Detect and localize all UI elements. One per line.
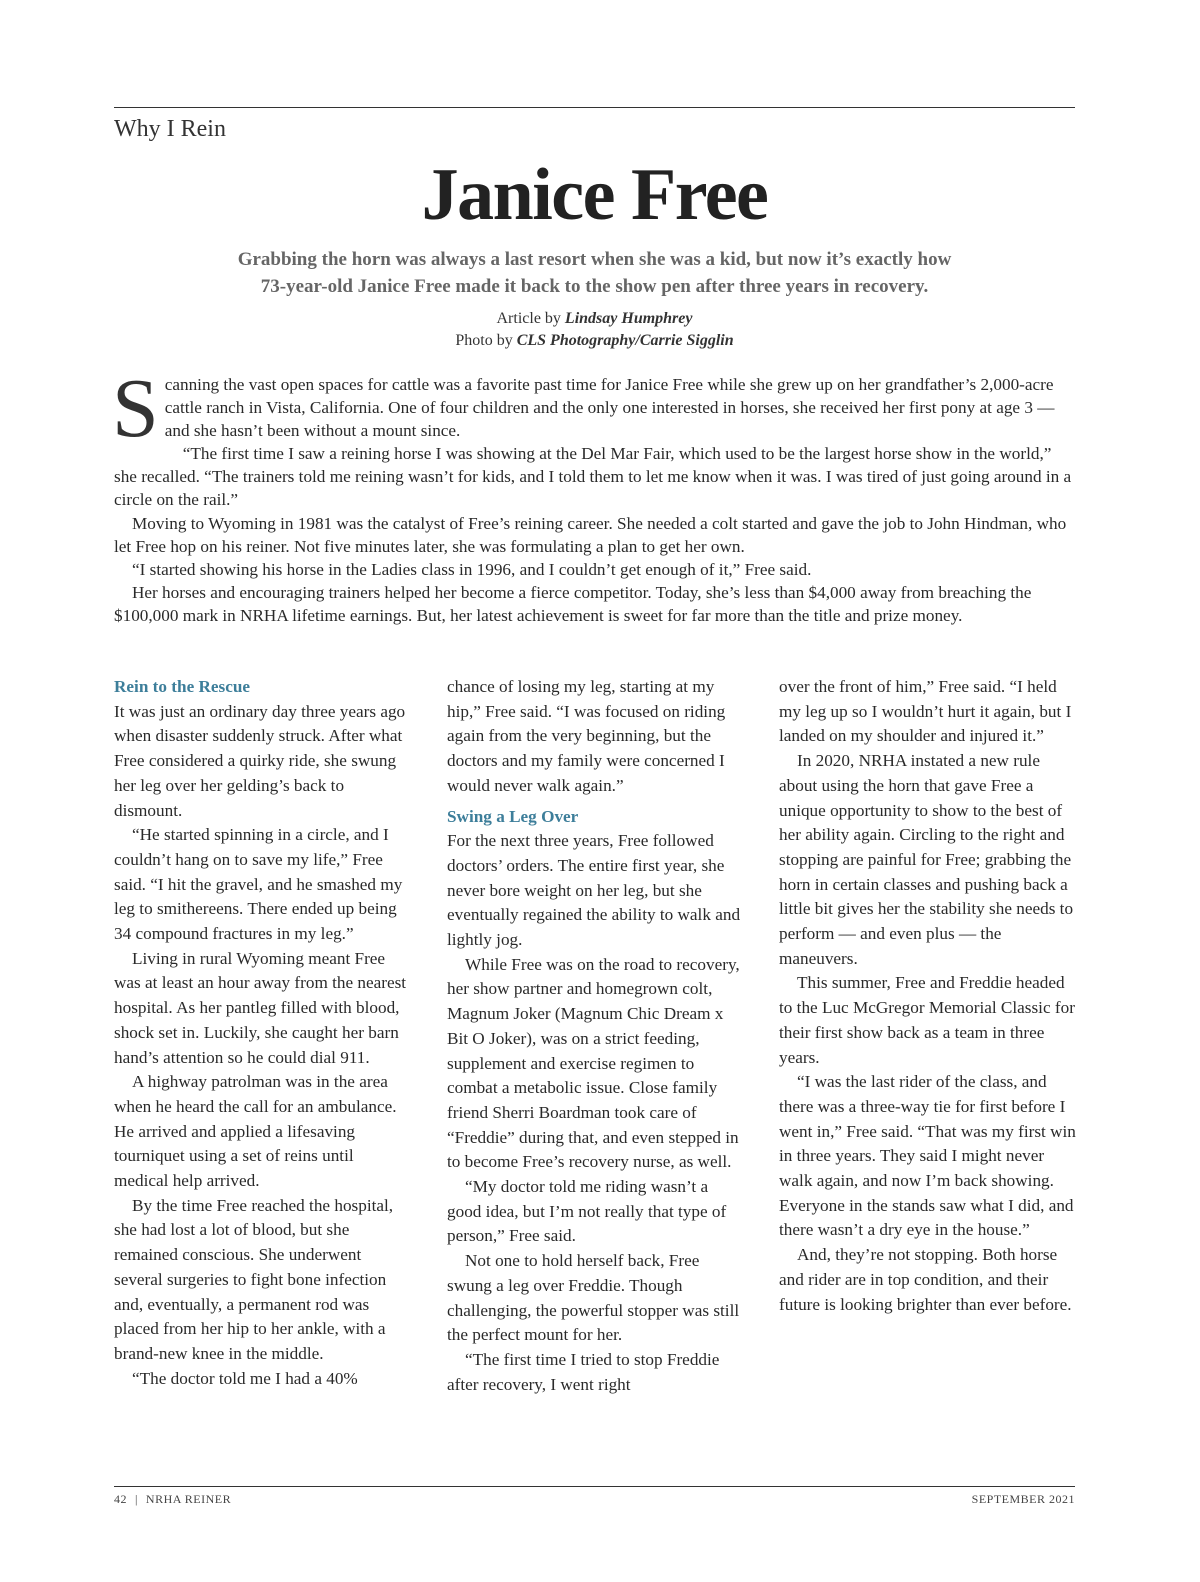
intro-text [112,362,1075,627]
publication-name: NRHA REINER [145,1492,232,1506]
article-dek [174,246,1015,300]
body-paragraph: This summer, Free and Freddie headed to the Luc McGregor Memorial Classic for their first show back as a team in three years. [779,973,1075,1067]
author-credit [114,308,1075,330]
photo-credit-prefix: Photo by [455,332,517,349]
body-paragraph: It was just an ordinary day three years ago when disaster suddenly struck. After what Free considered a quirky ride, she swung her leg over her gelding’s back to dismount. [114,701,406,820]
body-paragraph: over the front of him,” Free said. “I held my leg up so I wouldn’t hurt it again, but I landed on my shoulder and injured it.” [779,677,1072,746]
intro-paragraph-1 [112,362,1075,455]
subhead-rein-to-the-rescue: Rein to the Rescue [114,677,251,696]
body-paragraph: While Free was on the road to recovery, her show partner and homegrown colt, Magnum Joker (Magnum Chic Dream x Bit O Joker), was on a strict feeding, supplement and exercise regimen to combat a metabolic issue. Close family friend Sherri Boardman took care of “Freddie” during that, and even stepped in to become Free’s recovery nurse, as well. [447,954,740,1172]
body-paragraph: “He started spinning in a circle, and I couldn’t hang on to save my life,” Free said. “I hit the gravel, and he smashed my leg to smithereens. There ended up being 34 compound fractures in my leg.” [114,825,403,944]
body-paragraph: chance of losing my leg, starting at my hip,” Free said. “I was focused on riding again from the very beginning, but the doctors and my family were concerned I would never walk again.” [447,677,726,795]
body-paragraph: For the next three years, Free followed doctors’ orders. The entire first year, she never bore weight on her leg, but she eventually regained the ability to walk and lightly jog. [447,831,741,950]
section-label: Why I Rein [114,116,226,142]
magazine-page [114,0,1075,1582]
footer-left [114,1492,231,1507]
body-column-1 [114,675,412,1391]
body-paragraph: “The doctor told me I had a 40% [132,1368,358,1388]
body-paragraph: “My doctor told me riding wasn’t a good idea, but I’m not really that type of person,” Free said. [447,1177,727,1246]
subhead-swing-a-leg-over: Swing a Leg Over [447,806,579,826]
body-paragraph: By the time Free reached the hospital, she had lost a lot of blood, but she remained conscious. She underwent several surgeries to fight bone infection and, eventually, a permanent rod was placed from her hip to her ankle, with a brand-new knee in the middle. [114,1195,394,1363]
body-paragraph: Living in rural Wyoming meant Free was at least an hour away from the nearest hospital. As her pantleg filled with blood, shock set in. Luckily, she caught her barn hand’s attention so he could dial 911. [114,948,407,1067]
intro-paragraph-5: Her horses and encouraging trainers helped her become a fierce competitor. Today, she’s less than $4,000 away from breaching the $100,000 mark in NRHA lifetime earnings. But, her latest achievement is sweet for far more than the title and prize money. [114,582,1032,625]
intro-paragraph-4: “I started showing his horse in the Ladies class in 1996, and I couldn’t get enough of it,” Free said. [132,559,812,579]
intro-paragraph-1-text: canning the vast open spaces for cattle was a favorite past time for Janice Free while she grew up on her grandfather’s 2,000-acre cattle ranch in Vista, California. One of four children and the only one interested in horses, she received her first pony at age 3 — and she hasn’t been without a mount since. [164,375,1055,441]
dek-line-2: 73-year-old Janice Free made it back to the show pen after three years in recovery. [260,276,929,297]
body-paragraph: In 2020, NRHA instated a new rule about using the horn that gave Free a unique opportunity to show to the best of her ability again. Circling to the right and stopping are painful for Free; grabbing the horn in certain classes and pushing back a little bit gives her the stability she needs to perform — and even plus — the maneuvers. [779,751,1074,968]
body-paragraph: Not one to hold herself back, Free swung a leg over Freddie. Though challenging, the powerful stopper was still the perfect mount for her. [447,1251,740,1345]
body-paragraph: “The first time I tried to stop Freddie after recovery, I went right [447,1349,720,1394]
body-column-2 [447,675,745,1397]
drop-cap: S [112,362,159,455]
issue-date: SEPTEMBER 2021 [971,1492,1075,1506]
intro-paragraph-2: “The first time I saw a reining horse I was showing at the Del Mar Fair, which used to be the largest horse show in the world,” she recalled. “The trainers told me reining wasn’t for kids, and I told them to let me know when it was. I was tired of just going around in a circle on the rail.” [114,444,1072,510]
photo-credit [114,330,1075,352]
body-paragraph: A highway patrolman was in the area when he heard the call for an ambulance. He arrived and applied a lifesaving tourniquet using a set of reins until medical help arrived. [114,1072,397,1191]
body-paragraph: And, they’re not stopping. Both horse and rider are in top condition, and their future is looking brighter than ever before. [779,1245,1072,1314]
dek-line-1: Grabbing the horn was always a last resort when she was a kid, but now it’s exactly how [237,249,952,270]
body-paragraph: “I was the last rider of the class, and there was a three-way tie for first before I went in,” Free said. “That was my first win in three years. They said I might never walk again, and now I’m back showing. Everyone in the stands saw what I did, and there wasn’t a dry eye in the house.” [779,1072,1076,1240]
author-credit-prefix: Article by [496,310,565,327]
author-name: Lindsay Humphrey [564,310,693,327]
intro-paragraph-3: Moving to Wyoming in 1981 was the catalyst of Free’s reining career. She needed a colt started and gave the job to John Hindman, who let Free hop on his reiner. Not five minutes later, she was formulating a plan to get her own. [114,513,1067,556]
article-credits [114,308,1075,352]
top-rule [114,107,1075,108]
bottom-rule [114,1486,1075,1487]
footer-separator: | [135,1492,138,1506]
body-column-3 [779,675,1077,1317]
article-title: Janice Free [421,154,768,236]
page-number: 42 [114,1492,127,1506]
photographer-name: CLS Photography/Carrie Sigglin [516,332,734,349]
